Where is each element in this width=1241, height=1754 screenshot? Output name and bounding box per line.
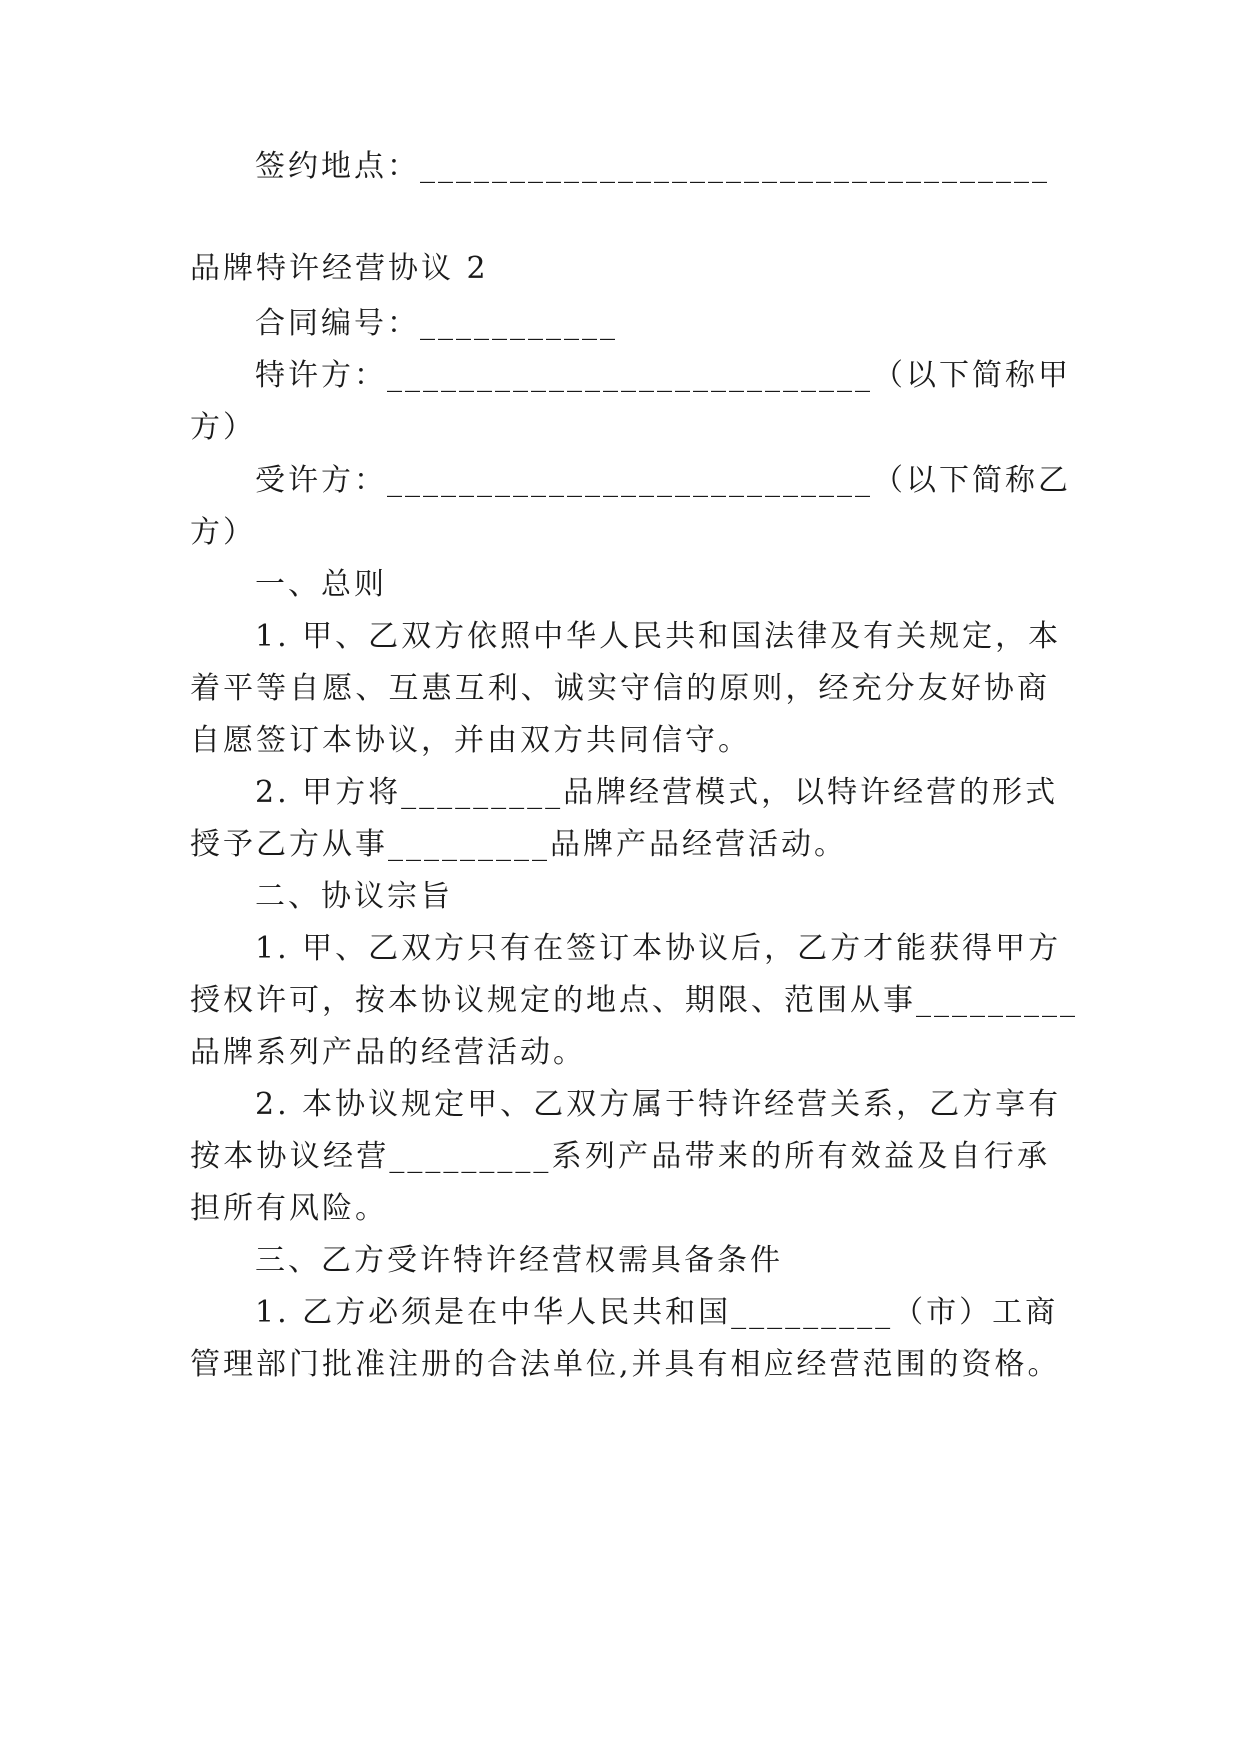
paragraph-line: 着平等自愿、互惠互利、诚实守信的原则，经充分友好协商 — [190, 671, 1050, 706]
section-heading-general: 一、总则 — [255, 567, 387, 602]
paragraph-line: 自愿签订本协议，并由双方共同信守。 — [190, 723, 751, 758]
section-heading-conditions: 三、乙方受许特许经营权需具备条件 — [255, 1243, 783, 1278]
paragraph-line: 1. 甲、乙双方依照中华人民共和国法律及有关规定，本 — [255, 619, 1062, 654]
agreement-title: 品牌特许经营协议 2 — [190, 251, 489, 286]
franchisee-line-cont: 方） — [190, 515, 256, 550]
paragraph-line: 1. 乙方必须是在中华人民共和国_________（市）工商 — [255, 1295, 1059, 1330]
paragraph-line: 授予乙方从事_________品牌产品经营活动。 — [190, 827, 847, 862]
signing-location-line: 签约地点：___________________________________ — [255, 149, 1050, 184]
paragraph-line: 按本协议经营_________系列产品带来的所有效益及自行承 — [190, 1139, 1050, 1174]
franchisor-line: 特许方：___________________________（以下简称甲 — [255, 358, 1071, 393]
paragraph-line: 授权许可，按本协议规定的地点、期限、范围从事_________ — [190, 983, 1078, 1018]
paragraph-line: 1. 甲、乙双方只有在签订本协议后，乙方才能获得甲方 — [255, 931, 1062, 966]
paragraph-line: 2. 本协议规定甲、乙双方属于特许经营关系，乙方享有 — [255, 1087, 1062, 1122]
paragraph-line: 管理部门批准注册的合法单位,并具有相应经营范围的资格。 — [190, 1347, 1061, 1382]
paragraph-line: 担所有风险。 — [190, 1191, 388, 1226]
section-heading-purpose: 二、协议宗旨 — [255, 879, 453, 914]
franchisor-line-cont: 方） — [190, 410, 256, 445]
paragraph-line: 2. 甲方将_________品牌经营模式，以特许经营的形式 — [255, 775, 1059, 810]
contract-number-line: 合同编号：___________ — [255, 306, 618, 341]
paragraph-line: 品牌系列产品的经营活动。 — [190, 1035, 586, 1070]
franchisee-line: 受许方：___________________________（以下简称乙 — [255, 463, 1071, 498]
